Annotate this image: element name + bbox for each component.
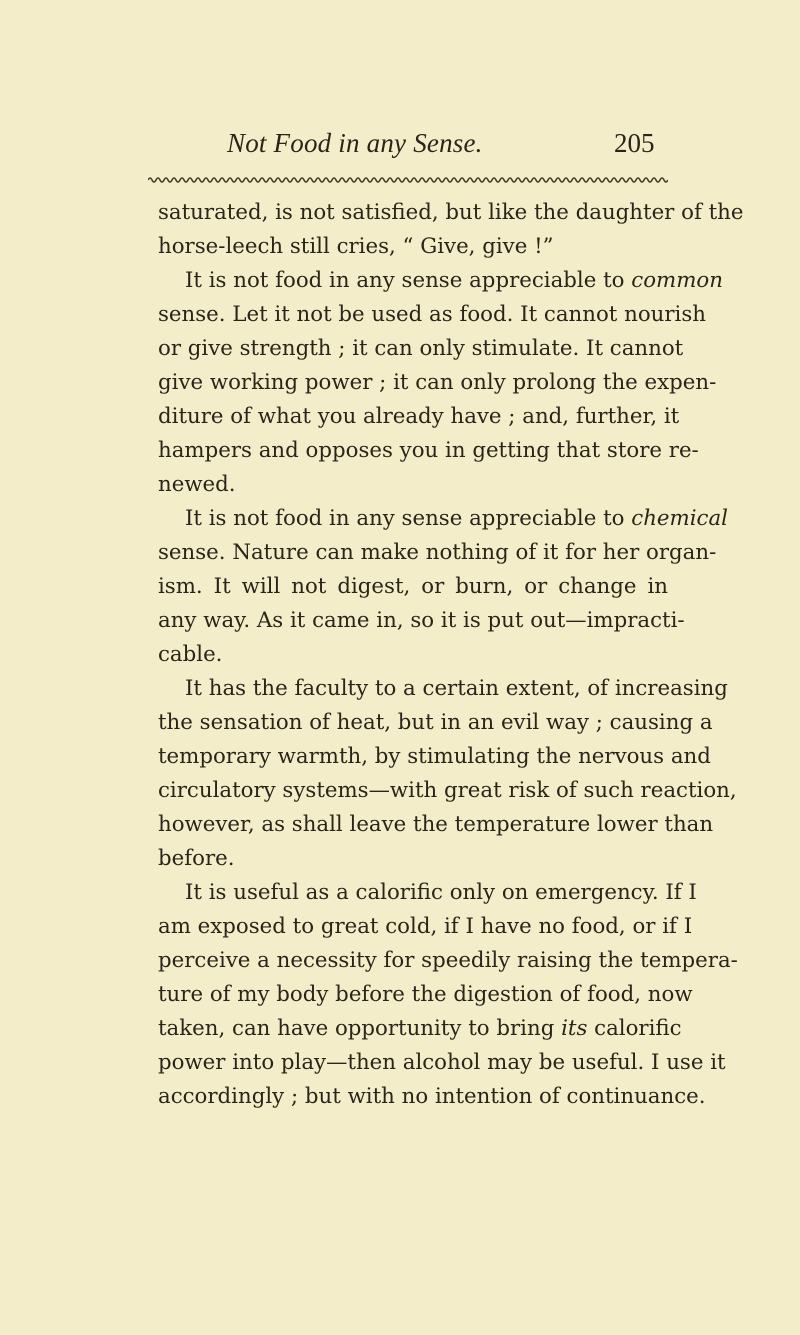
text-line: horse-leech still cries, “ Give, give !” [158, 234, 554, 259]
text-line: It has the faculty to a certain extent, of increasing [185, 676, 728, 701]
text-line: hampers and opposes you in getting that store re- [158, 438, 699, 463]
decorative-wavy-rule [148, 175, 668, 185]
text-line: perceive a necessity for speedily raising the tempera- [158, 948, 738, 973]
text-line: am exposed to great cold, if I have no food, or if I [158, 914, 693, 939]
body-text [158, 196, 744, 1114]
text-line: power into play—then alcohol may be useful. I use it [158, 1050, 726, 1075]
running-title: Not Food in any Sense. [227, 128, 483, 158]
text-line: newed. [158, 472, 236, 497]
text-line: sense. Let it not be used as food. It cannot nourish [158, 302, 706, 327]
italic-word: its [561, 1016, 588, 1041]
page-header [0, 128, 800, 168]
text-line: the sensation of heat, but in an evil way ; causing a [158, 710, 713, 735]
text-line: any way. As it came in, so it is put out—impracti- [158, 608, 685, 633]
text-line: cable. [158, 642, 223, 667]
text-line: give working power ; it can only prolong the expen- [158, 370, 717, 395]
text-line: accordingly ; but with no intention of continuance. [158, 1084, 706, 1109]
text-line: It is not food in any sense appreciable to chemical [185, 506, 728, 531]
text-line: or give strength ; it can only stimulate. It cannot [158, 336, 684, 361]
text-line: It is useful as a calorific only on emergency. If I [185, 880, 697, 905]
text-line: sense. Nature can make nothing of it for her organ- [158, 540, 717, 565]
italic-word: common [631, 268, 723, 293]
text-line: ture of my body before the digestion of food, now [158, 982, 693, 1007]
text-line: however, as shall leave the temperature lower than [158, 812, 714, 837]
text-line: ism. It will not digest, or burn, or change in [158, 574, 668, 599]
text-line: circulatory systems—with great risk of such reaction, [158, 778, 737, 803]
text-line: temporary warmth, by stimulating the nervous and [158, 744, 711, 769]
text-line: saturated, is not satisfied, but like the daughter of the [158, 200, 744, 225]
text-line: diture of what you already have ; and, further, it [158, 404, 680, 429]
text-line: before. [158, 846, 235, 871]
text-line: taken, can have opportunity to bring its calorific [158, 1016, 682, 1041]
italic-word: chemical [631, 506, 728, 531]
page-number: 205 [614, 128, 655, 158]
text-line: It is not food in any sense appreciable to common [185, 268, 723, 293]
